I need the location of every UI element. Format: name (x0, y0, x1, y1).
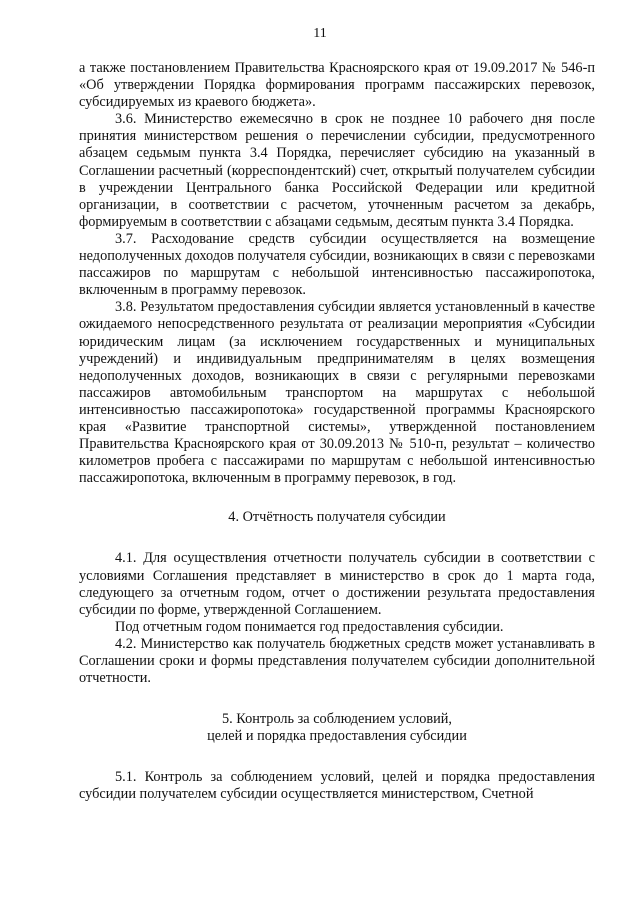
paragraph-3-8: 3.8. Результатом предоставления субсидии является установленный в качестве ожидаемого непосредственного результата от реализации мероприятия «Субсидии юридическим лицам (за исключением государственных и муниципальных учреждений) и индивидуальным предпринимателям в целях возмещения недополученных доходов, возникающих в связи с регулярными перевозками пассажиров автомобильным транспортом на маршрутах с небольшой интенсивностью пассажиропотока» государственной программы Красноярского края «Развитие транспортной системы», утвержденной постановлением Правительства Красноярского края от 30.09.2013 № 510-п, результат – количество километров пробега с пассажирами по маршрутам с небольшой интенсивностью пассажиропотока, включенным в программу перевозок, в год. (79, 299, 595, 487)
paragraph-3-7: 3.7. Расходование средств субсидии осуществляется на возмещение недополученных доходов получателя субсидии, возникающих в связи с перевозками пассажиров по маршрутам с небольшой интенсивностью пассажиропотока, включенным в программу перевозок. (79, 230, 595, 299)
paragraph-4-1-note: Под отчетным годом понимается год предоставления субсидии. (115, 618, 504, 635)
page-number: 11 (313, 26, 327, 41)
paragraph-4-2: 4.2. Министерство как получатель бюджетных средств может устанавливать в Соглашении сроки и формы представления получателем субсидии дополнительной отчетности. (79, 635, 595, 687)
section-heading-5-line2: целей и порядка предоставления субсидии (207, 728, 467, 745)
paragraph-4-1: 4.1. Для осуществления отчетности получатель субсидии в соответствии с условиями Соглашения представляет в министерство в срок до 1 марта года, следующего за отчетным годом, отчет о достижении результата предоставления субсидии по форме, утвержденной Соглашением. (79, 550, 595, 618)
document-body (79, 60, 595, 804)
paragraph-3-6: 3.6. Министерство ежемесячно в срок не позднее 10 рабочего дня после принятия министерством решения о перечислении субсидии, предусмотренного абзацем седьмым пункта 3.4 Порядка, перечисляет субсидию на указанный в Соглашении расчетный (корреспондентский) счет, открытый получателем субсидии в учреждении Центрального банка Российской Федерации или кредитной организации, в соответствии с расчетом, уточненным расчетом за декабрь, формируемым в соответствии с абзацами седьмым, десятым пункта 3.4 Порядка. (79, 111, 595, 230)
section-heading-5-line1: 5. Контроль за соблюдением условий, (221, 711, 453, 728)
paragraph-continuation: а также постановлением Правительства Красноярского края от 19.09.2017 № 546-п «Об утверждении Порядка формирования программ пассажирских перевозок, субсидируемых из краевого бюджета». (79, 60, 595, 111)
section-heading-4: 4. Отчётность получателя субсидии (228, 509, 446, 526)
paragraph-5-1: 5.1. Контроль за соблюдением условий, целей и порядка предоставления субсидии получателем субсидии осуществляется министерством, Счетной (79, 769, 595, 803)
